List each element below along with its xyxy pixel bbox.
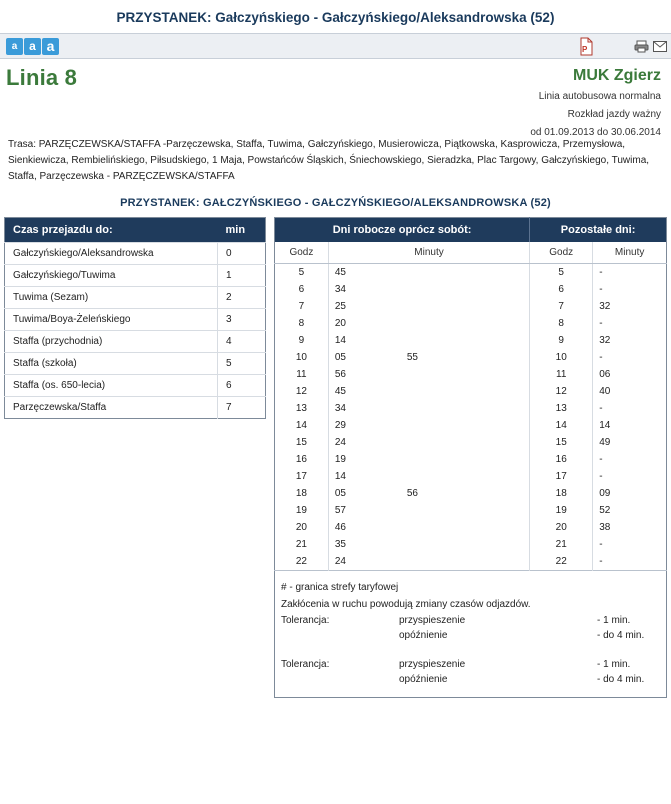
delay-label-2: opóźnienie <box>399 674 448 685</box>
weekday-minutes: 45 <box>328 264 529 282</box>
table-row <box>275 451 667 468</box>
table-row <box>5 287 266 309</box>
weekday-hour: 22 <box>295 556 307 567</box>
toolbar <box>0 33 671 59</box>
weekday-minutes: 20 <box>328 315 529 332</box>
tolerance-speed-row <box>281 613 660 628</box>
font-size-small-button[interactable]: a <box>6 38 23 55</box>
timetable-notes <box>275 571 667 698</box>
notes-spacer <box>281 643 660 657</box>
travel-time-table <box>4 217 266 419</box>
other-hour: 14 <box>530 417 593 434</box>
printer-icon-glyph <box>634 40 649 53</box>
weekday-hour: 13 <box>295 403 307 414</box>
weekday-minutes: 29 <box>328 417 529 434</box>
weekday-minutes: 34 <box>328 400 529 417</box>
stop-min: 5 <box>218 353 266 375</box>
timetable-body <box>275 264 667 698</box>
table-row <box>275 349 667 366</box>
other-hour: 16 <box>530 451 593 468</box>
weekday-hour: 18 <box>295 488 307 499</box>
table-row <box>275 519 667 536</box>
weekday-minutes: 45 <box>328 383 529 400</box>
pdf-icon-glyph <box>578 37 594 56</box>
table-row <box>275 468 667 485</box>
stop-min: 1 <box>218 265 266 287</box>
table-row <box>5 309 266 331</box>
weekday-minutes: 14 <box>328 332 529 349</box>
table-row <box>275 315 667 332</box>
other-hour: 13 <box>530 400 593 417</box>
weekday-minutes: 46 <box>328 519 529 536</box>
other-minutes: 38 <box>593 519 667 536</box>
stop-name: Staffa (przychodnia) <box>5 331 218 353</box>
operator-info <box>530 67 661 138</box>
other-minutes: - <box>593 400 667 417</box>
stop-min: 2 <box>218 287 266 309</box>
table-row <box>275 417 667 434</box>
speed-label: przyspieszenie <box>399 615 466 626</box>
weekday-hour: 5 <box>298 267 305 278</box>
route-description: Trasa: PARZĘCZEWSKA/STAFFA -Parzęczewska, Staffa, Tuwima, Gałczyńskiego, Musierowicza, Piątkowska, Kasprowicza, Przemysłowa, Sienkiewicza, Rembielińskiego, Piłsudskiego, 1 Maja, Powstańców Śląskich, Śniechowskiego, Sieradzka, Plac Targowy, Gałczyńskiego, Tuwima, Staffa, Parzęczewska - PARZĘCZEWSKA/STAFFA <box>8 139 650 182</box>
weekday-hour: 21 <box>295 539 307 550</box>
weekday-hour: 17 <box>295 471 307 482</box>
other-hour: 9 <box>530 332 593 349</box>
other-minutes: 49 <box>593 434 667 451</box>
table-row <box>5 353 266 375</box>
table-row <box>275 281 667 298</box>
group-weekday-header: Dni robocze oprócz sobót: <box>275 218 530 243</box>
mail-icon-glyph <box>653 41 667 52</box>
weekday-minutes: 34 <box>328 281 529 298</box>
delay-label: opóźnienie <box>399 630 448 641</box>
speed-label-2: przyspieszenie <box>399 659 466 670</box>
tolerance-label: Tolerancja: <box>281 615 330 626</box>
other-min-header: Minuty <box>593 242 667 264</box>
table-row <box>275 536 667 553</box>
stop-name: Tuwima/Boya-Żeleńskiego <box>5 309 218 331</box>
other-minutes: 06 <box>593 366 667 383</box>
table-row <box>275 383 667 400</box>
travel-header-min: min <box>218 218 266 243</box>
other-minutes: 32 <box>593 298 667 315</box>
weekday-hour: 15 <box>295 437 307 448</box>
mail-icon[interactable] <box>653 41 667 52</box>
table-row <box>5 331 266 353</box>
weekday-minutes: 56 <box>328 366 529 383</box>
stop-min: 0 <box>218 243 266 265</box>
page-title: PRZYSTANEK: Gałczyńskiego - Gałczyńskiego/Aleksandrowska (52) <box>116 10 555 25</box>
weekday-hour-header: Godz <box>275 242 329 264</box>
stop-name: Parzęczewska/Staffa <box>5 397 218 419</box>
tolerance-delay-row <box>281 628 660 643</box>
other-minutes: - <box>593 315 667 332</box>
other-minutes: 14 <box>593 417 667 434</box>
delay-value: - do 4 min. <box>597 630 645 641</box>
other-hour: 19 <box>530 502 593 519</box>
other-minutes: - <box>593 451 667 468</box>
line-header <box>0 59 671 138</box>
departure-timetable <box>274 217 667 698</box>
svg-text:P: P <box>582 45 588 54</box>
weekday-hour: 11 <box>296 369 307 380</box>
operator-name: MUK Zgierz <box>573 67 661 84</box>
table-row <box>275 366 667 383</box>
weekday-hour: 7 <box>298 301 305 312</box>
font-size-controls[interactable] <box>6 38 59 55</box>
travel-header-stop: Czas przejazdu do: <box>5 218 218 243</box>
table-row <box>275 553 667 571</box>
note-tariff: # - granica strefy taryfowej <box>281 582 399 593</box>
weekday-hour: 14 <box>295 420 307 431</box>
stop-min: 4 <box>218 331 266 353</box>
other-hour: 5 <box>530 264 593 282</box>
other-minutes: - <box>593 281 667 298</box>
other-minutes: 32 <box>593 332 667 349</box>
stop-name: Gałczyńskiego/Tuwima <box>5 265 218 287</box>
table-row <box>5 265 266 287</box>
stop-name: Staffa (szkoła) <box>5 353 218 375</box>
stop-name: Gałczyńskiego/Aleksandrowska <box>5 243 218 265</box>
timetable-notes-row <box>275 571 667 698</box>
weekday-hour: 16 <box>295 454 307 465</box>
tolerance-spacer-2 <box>281 674 399 685</box>
stop-min: 6 <box>218 375 266 397</box>
weekday-hour: 12 <box>295 386 307 397</box>
validity-range: od 01.09.2013 do 30.06.2014 <box>530 127 661 138</box>
other-hour: 21 <box>530 536 593 553</box>
main-content <box>0 217 671 698</box>
tolerance-label-2: Tolerancja: <box>281 659 330 670</box>
print-icon[interactable] <box>634 40 649 53</box>
other-hour: 11 <box>530 366 593 383</box>
stop-name: Staffa (os. 650-lecia) <box>5 375 218 397</box>
other-hour: 17 <box>530 468 593 485</box>
stop-name: Tuwima (Sezam) <box>5 287 218 309</box>
other-minutes: - <box>593 264 667 282</box>
table-row <box>275 264 667 282</box>
other-minutes: - <box>593 536 667 553</box>
font-size-large-button[interactable]: a <box>42 38 59 55</box>
stop-min: 3 <box>218 309 266 331</box>
weekday-minutes: 05 55 <box>328 349 529 366</box>
table-row <box>5 397 266 419</box>
timetable-subheader <box>275 242 667 264</box>
weekday-minutes: 57 <box>328 502 529 519</box>
other-hour: 20 <box>530 519 593 536</box>
tolerance-speed-row-2 <box>281 657 660 672</box>
other-hour: 7 <box>530 298 593 315</box>
stop-min: 7 <box>218 397 266 419</box>
other-hour: 22 <box>530 553 593 571</box>
speed-value-2: - 1 min. <box>597 659 631 670</box>
pdf-icon[interactable] <box>578 37 594 56</box>
table-row <box>5 375 266 397</box>
other-minutes: 40 <box>593 383 667 400</box>
other-hour: 8 <box>530 315 593 332</box>
font-size-medium-button[interactable]: a <box>24 38 41 55</box>
table-row <box>275 434 667 451</box>
validity-label: Rozkład jazdy ważny <box>567 109 661 120</box>
weekday-minutes: 19 <box>328 451 529 468</box>
other-minutes: 52 <box>593 502 667 519</box>
other-hour-header: Godz <box>530 242 593 264</box>
other-hour: 6 <box>530 281 593 298</box>
tolerance-delay-row-2 <box>281 672 660 687</box>
other-minutes: - <box>593 553 667 571</box>
note-disturbance: Zakłócenia w ruchu powodują zmiany czasów odjazdów. <box>281 599 531 610</box>
table-row <box>275 298 667 315</box>
weekday-minutes: 05 56 <box>328 485 529 502</box>
delay-value-2: - do 4 min. <box>597 674 645 685</box>
weekday-hour: 10 <box>295 352 307 363</box>
table-row <box>275 400 667 417</box>
weekday-hour: 8 <box>298 318 305 329</box>
other-hour: 15 <box>530 434 593 451</box>
table-header-row <box>5 218 266 243</box>
tolerance-spacer <box>281 630 399 641</box>
weekday-minutes: 35 <box>328 536 529 553</box>
line-type: Linia autobusowa normalna <box>538 91 661 102</box>
other-minutes: 09 <box>593 485 667 502</box>
travel-table-body <box>5 243 266 419</box>
timetable-group-header <box>275 218 667 243</box>
group-other-header: Pozostałe dni: <box>530 218 667 243</box>
weekday-hour: 6 <box>298 284 305 295</box>
table-row <box>275 332 667 349</box>
other-hour: 12 <box>530 383 593 400</box>
weekday-min-header: Minuty <box>328 242 529 264</box>
weekday-minutes: 24 <box>328 434 529 451</box>
weekday-minutes: 25 <box>328 298 529 315</box>
line-name: Linia 8 <box>6 65 78 90</box>
weekday-hour: 20 <box>295 522 307 533</box>
table-row <box>275 485 667 502</box>
table-row <box>5 243 266 265</box>
other-minutes: - <box>593 468 667 485</box>
other-minutes: - <box>593 349 667 366</box>
other-hour: 18 <box>530 485 593 502</box>
weekday-minutes: 24 <box>328 553 529 571</box>
speed-value: - 1 min. <box>597 615 631 626</box>
stop-heading: PRZYSTANEK: GAŁCZYŃSKIEGO - GAŁCZYŃSKIEGO/ALEKSANDROWSKA (52) <box>120 197 551 209</box>
weekday-hour: 9 <box>298 335 305 346</box>
other-hour: 10 <box>530 349 593 366</box>
weekday-minutes: 14 <box>328 468 529 485</box>
table-row <box>275 502 667 519</box>
weekday-hour: 19 <box>295 505 307 516</box>
